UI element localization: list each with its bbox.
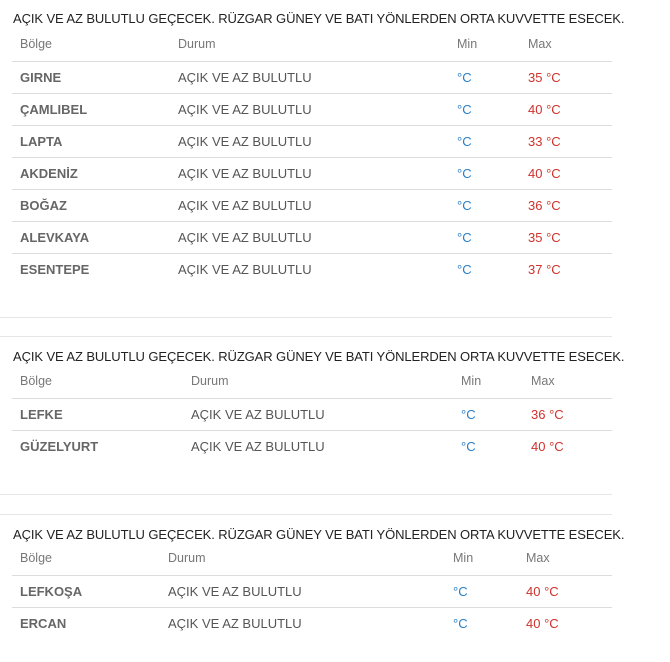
min-temp: °C [457,230,472,245]
table-header [12,366,612,400]
table-row [12,189,612,222]
min-temp: °C [457,102,472,117]
region-name: BOĞAZ [20,198,67,213]
min-temp: °C [457,166,472,181]
min-temp: °C [461,439,476,454]
weather-status: AÇIK VE AZ BULUTLU [178,70,312,85]
region-name: LEFKE [20,407,63,422]
column-header-status: Durum [191,374,229,388]
region-name: GÜZELYURT [20,439,99,454]
column-header-min: Min [461,374,482,388]
column-header-status: Durum [168,551,206,565]
region-name: ÇAMLIBEL [20,102,88,117]
weather-status: AÇIK VE AZ BULUTLU [191,439,325,454]
max-temp: 36 °C [531,407,564,422]
table-row [12,575,612,608]
column-header-region: Bölge [20,374,52,388]
max-temp: 40 °C [528,166,561,181]
max-temp: 36 °C [528,198,561,213]
table-header [12,543,612,577]
weather-status: AÇIK VE AZ BULUTLU [168,616,302,631]
weather-status: AÇIK VE AZ BULUTLU [178,102,312,117]
region-name: ESENTEPE [20,262,90,277]
weather-status: AÇIK VE AZ BULUTLU [178,166,312,181]
min-temp: °C [457,198,472,213]
table-row [12,221,612,254]
max-temp: 33 °C [528,134,561,149]
forecast-headline: AÇIK VE AZ BULUTLU GEÇECEK. RÜZGAR GÜNEY VE BATI YÖNLERDEN ORTA KUVVETTE ESECEK. [13,527,625,542]
table-row [12,607,612,640]
table-row [12,398,612,431]
weather-status: AÇIK VE AZ BULUTLU [178,230,312,245]
table-row [12,430,612,463]
column-header-region: Bölge [20,551,52,565]
table-row [12,253,612,286]
column-header-max: Max [531,374,555,388]
table-row [12,125,612,158]
min-temp: °C [453,616,468,631]
table-row [12,157,612,190]
table-row [12,61,612,94]
region-name: ERCAN [20,616,67,631]
min-temp: °C [457,70,472,85]
column-header-max: Max [526,551,550,565]
min-temp: °C [453,584,468,599]
table-header [12,29,612,63]
max-temp: 35 °C [528,230,561,245]
max-temp: 40 °C [531,439,564,454]
region-name: ALEVKAYA [20,230,90,245]
max-temp: 40 °C [528,102,561,117]
forecast-headline: AÇIK VE AZ BULUTLU GEÇECEK. RÜZGAR GÜNEY VE BATI YÖNLERDEN ORTA KUVVETTE ESECEK. [13,349,625,364]
section-divider [0,514,612,515]
section-divider [0,317,612,318]
max-temp: 35 °C [528,70,561,85]
weather-status: AÇIK VE AZ BULUTLU [178,134,312,149]
column-header-max: Max [528,37,552,51]
section-divider [0,494,612,495]
max-temp: 40 °C [526,584,559,599]
column-header-region: Bölge [20,37,52,51]
max-temp: 37 °C [528,262,561,277]
weather-status: AÇIK VE AZ BULUTLU [178,198,312,213]
max-temp: 40 °C [526,616,559,631]
min-temp: °C [457,262,472,277]
weather-status: AÇIK VE AZ BULUTLU [168,584,302,599]
column-header-status: Durum [178,37,216,51]
region-name: GIRNE [20,70,62,85]
column-header-min: Min [457,37,478,51]
region-name: AKDENİZ [20,166,78,181]
forecast-headline: AÇIK VE AZ BULUTLU GEÇECEK. RÜZGAR GÜNEY VE BATI YÖNLERDEN ORTA KUVVETTE ESECEK. [13,11,625,26]
weather-status: AÇIK VE AZ BULUTLU [178,262,312,277]
min-temp: °C [461,407,476,422]
column-header-min: Min [453,551,474,565]
table-row [12,93,612,126]
min-temp: °C [457,134,472,149]
weather-status: AÇIK VE AZ BULUTLU [191,407,325,422]
section-divider [0,336,612,337]
region-name: LAPTA [20,134,63,149]
region-name: LEFKOŞA [20,584,83,599]
